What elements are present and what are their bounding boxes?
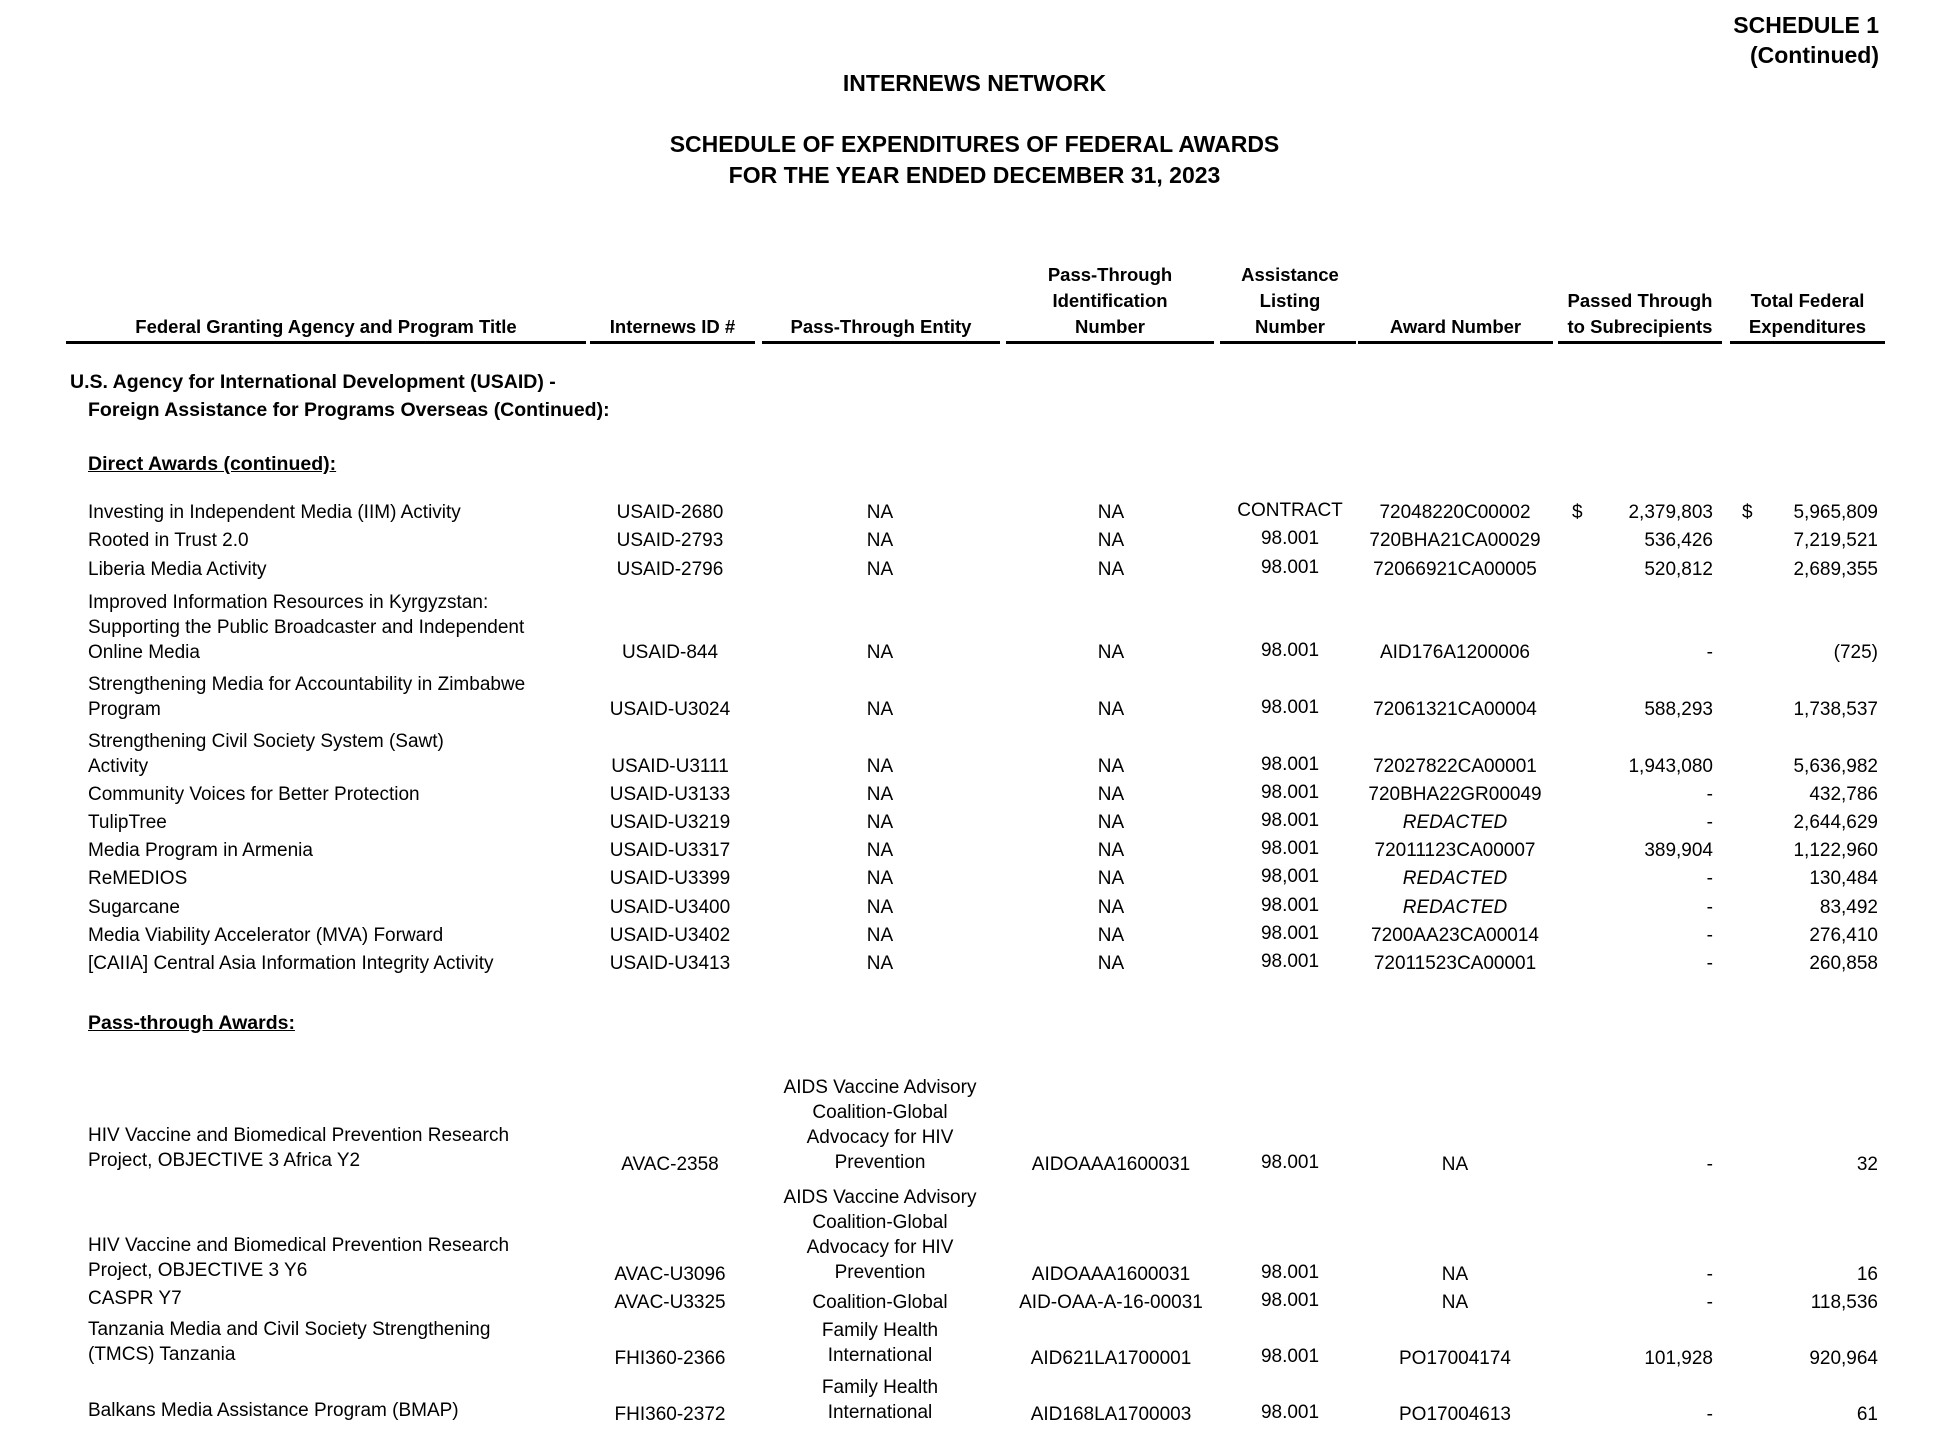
header-underline	[1358, 341, 1553, 344]
award-number: 720BHA21CA00029	[1369, 530, 1541, 551]
program-title: Rooted in Trust 2.0	[88, 530, 249, 551]
pass-through-entity: NA	[866, 559, 894, 580]
award-number: REDACTED	[1402, 868, 1508, 889]
internews-id: USAID-U3399	[609, 868, 731, 889]
award-number: 720BHA22GR00049	[1368, 784, 1542, 805]
program-title: (TMCS) Tanzania	[88, 1344, 236, 1365]
total-expenditures: 260,858	[1809, 953, 1878, 974]
assistance-listing-number: 98.001	[1260, 951, 1320, 972]
schedule-number: SCHEDULE 1	[1733, 12, 1879, 38]
assistance-listing-number: 98.001	[1260, 640, 1320, 661]
header-underline	[590, 341, 755, 344]
program-title: Supporting the Public Broadcaster and Independent	[88, 617, 525, 638]
program-title: Project, OBJECTIVE 3 Y6	[88, 1260, 308, 1281]
total-expenditures: (725)	[1833, 642, 1878, 663]
internews-id: USAID-U3402	[609, 925, 731, 946]
internews-id: USAID-844	[621, 642, 719, 663]
pass-through-entity: International	[827, 1402, 933, 1423]
total-expenditures: 2,644,629	[1793, 812, 1878, 833]
internews-id: USAID-U3413	[609, 953, 731, 974]
program-title: CASPR Y7	[88, 1288, 182, 1309]
total-expenditures: 920,964	[1809, 1348, 1878, 1369]
program-title: TulipTree	[88, 812, 167, 833]
pass-through-id: AID-OAA-A-16-00031	[1019, 1292, 1203, 1313]
assistance-listing-number: 98.001	[1260, 895, 1320, 916]
pass-through-entity: NA	[866, 784, 894, 805]
award-number: 72048220C00002	[1379, 502, 1531, 523]
program-title: Sugarcane	[88, 897, 180, 918]
program-title: Strengthening Civil Society System (Sawt)	[88, 731, 444, 752]
assistance-listing-number: 98.001	[1260, 838, 1320, 859]
pass-through-id: NA	[1097, 925, 1125, 946]
pass-through-entity: AIDS Vaccine Advisory	[783, 1187, 977, 1208]
header-program-title	[66, 262, 586, 340]
passed-through-amount: 389,904	[1644, 840, 1713, 861]
program-title: HIV Vaccine and Biomedical Prevention Research	[88, 1125, 510, 1146]
program-title: Community Voices for Better Protection	[88, 784, 420, 805]
award-number: PO17004613	[1399, 1404, 1511, 1425]
agency-heading-line2: Foreign Assistance for Programs Overseas (Continued):	[88, 399, 610, 421]
total-expenditures: 5,965,809	[1793, 502, 1878, 523]
assistance-listing-number: 98.001	[1260, 810, 1320, 831]
assistance-listing-number: 98.001	[1260, 782, 1320, 803]
award-number: NA	[1441, 1154, 1469, 1175]
assistance-listing-number: 98.001	[1260, 1346, 1320, 1367]
header-pass-through-id-line3: Number	[1075, 316, 1145, 337]
internews-id: USAID-2793	[616, 530, 724, 551]
pass-through-entity: Family Health	[821, 1320, 939, 1341]
passed-through-amount: 536,426	[1644, 530, 1713, 551]
passed-through-amount: -	[1706, 1404, 1713, 1425]
assistance-listing-number: 98.001	[1260, 1402, 1320, 1423]
assistance-listing-number: 98.001	[1260, 1290, 1320, 1311]
total-expenditures: 2,689,355	[1793, 559, 1878, 580]
header-underline	[1006, 341, 1214, 344]
header-underline	[762, 341, 1000, 344]
program-title: Project, OBJECTIVE 3 Africa Y2	[88, 1150, 361, 1171]
pass-through-id: NA	[1097, 953, 1125, 974]
award-number: 72027822CA00001	[1373, 756, 1537, 777]
total-expenditures: 61	[1856, 1404, 1878, 1425]
header-pass-through-id	[1006, 262, 1214, 340]
schedule-continued: (Continued)	[1749, 42, 1879, 68]
total-expenditures: 1,738,537	[1793, 699, 1878, 720]
internews-id: FHI360-2366	[614, 1348, 726, 1369]
agency-heading-line1: U.S. Agency for International Development (USAID) -	[70, 371, 556, 393]
internews-id: USAID-U3400	[609, 897, 731, 918]
passed-through-amount: -	[1706, 1292, 1713, 1313]
internews-id: USAID-U3219	[609, 812, 731, 833]
pass-through-entity: NA	[866, 642, 894, 663]
pass-through-id: NA	[1097, 559, 1125, 580]
header-internews-id	[590, 262, 755, 340]
pass-through-entity: Coalition-Global	[812, 1212, 948, 1233]
pass-through-entity: Prevention	[834, 1152, 926, 1173]
internews-id: USAID-2796	[616, 559, 724, 580]
pass-through-entity: Coalition-Global	[812, 1292, 948, 1313]
total-expenditures: 118,536	[1810, 1292, 1878, 1313]
assistance-listing-number: 98,001	[1260, 866, 1320, 887]
passed-through-amount: -	[1706, 1264, 1713, 1285]
award-number: NA	[1441, 1292, 1469, 1313]
pass-through-entity: NA	[866, 812, 894, 833]
internews-id: AVAC-U3325	[614, 1292, 726, 1313]
passed-through-amount: -	[1706, 897, 1713, 918]
pass-through-id: NA	[1097, 756, 1125, 777]
pass-through-awards-heading: Pass-through Awards:	[88, 1012, 295, 1034]
report-title-line2: FOR THE YEAR ENDED DECEMBER 31, 2023	[728, 162, 1221, 188]
assistance-listing-number: 98.001	[1260, 754, 1320, 775]
pass-through-entity: NA	[866, 868, 894, 889]
header-internews-id-text: Internews ID #	[609, 316, 736, 337]
internews-id: USAID-U3317	[609, 840, 731, 861]
internews-id: AVAC-2358	[621, 1154, 719, 1175]
assistance-listing-number: 98.001	[1260, 923, 1320, 944]
internews-id: FHI360-2372	[614, 1404, 726, 1425]
dollar-sign: $	[1742, 502, 1753, 523]
header-total-expenditures	[1730, 262, 1885, 340]
program-title: Strengthening Media for Accountability in Zimbabwe	[88, 674, 526, 695]
pass-through-entity: NA	[866, 756, 894, 777]
award-number: REDACTED	[1402, 812, 1508, 833]
header-pass-through-id-line1: Pass-Through	[1047, 264, 1173, 285]
pass-through-entity: Advocacy for HIV	[806, 1237, 954, 1258]
program-title: ReMEDIOS	[88, 868, 188, 889]
header-underline	[66, 341, 586, 344]
header-pass-through-id-line2: Identification	[1052, 290, 1168, 311]
pass-through-id: NA	[1097, 530, 1125, 551]
assistance-listing-number: 98.001	[1260, 697, 1320, 718]
header-assistance-listing-line2: Listing	[1259, 290, 1321, 311]
pass-through-entity: International	[827, 1345, 933, 1366]
total-expenditures: 7,219,521	[1793, 530, 1878, 551]
header-underline	[1220, 341, 1356, 344]
pass-through-entity: AIDS Vaccine Advisory	[783, 1077, 977, 1098]
pass-through-entity: NA	[866, 925, 894, 946]
award-number: 72061321CA00004	[1373, 699, 1537, 720]
header-program-title-text: Federal Granting Agency and Program Title	[135, 316, 517, 337]
pass-through-entity: NA	[866, 699, 894, 720]
header-total-expenditures-line2: Expenditures	[1748, 316, 1867, 337]
pass-through-id: NA	[1097, 699, 1125, 720]
header-assistance-listing-line3: Number	[1255, 316, 1325, 337]
pass-through-id: AID621LA1700001	[1030, 1348, 1192, 1369]
passed-through-amount: 101,928	[1644, 1348, 1713, 1369]
pass-through-id: NA	[1097, 868, 1125, 889]
pass-through-id: AIDOAAA1600031	[1031, 1264, 1191, 1285]
assistance-listing-number: CONTRACT	[1237, 500, 1343, 521]
header-award-number	[1358, 262, 1553, 340]
program-title: Media Viability Accelerator (MVA) Forward	[88, 925, 444, 946]
pass-through-entity: Prevention	[834, 1262, 926, 1283]
pass-through-id: AID168LA1700003	[1030, 1404, 1192, 1425]
program-title: Online Media	[88, 642, 200, 663]
org-name: INTERNEWS NETWORK	[842, 70, 1107, 96]
assistance-listing-number: 98.001	[1260, 557, 1320, 578]
pass-through-id: NA	[1097, 642, 1125, 663]
pass-through-id: NA	[1097, 784, 1125, 805]
pass-through-id: NA	[1097, 897, 1125, 918]
internews-id: USAID-2680	[616, 502, 724, 523]
award-number: 72011523CA00001	[1373, 953, 1537, 974]
total-expenditures: 16	[1856, 1264, 1878, 1285]
total-expenditures: 5,636,982	[1793, 756, 1878, 777]
report-title-line1: SCHEDULE OF EXPENDITURES OF FEDERAL AWARDS	[669, 131, 1280, 157]
passed-through-amount: -	[1706, 953, 1713, 974]
header-assistance-listing-line1: Assistance	[1241, 264, 1339, 285]
pass-through-entity: NA	[866, 953, 894, 974]
internews-id: USAID-U3111	[611, 756, 729, 777]
passed-through-amount: -	[1706, 925, 1713, 946]
passed-through-amount: -	[1706, 642, 1713, 663]
program-title: Improved Information Resources in Kyrgyzstan:	[88, 592, 489, 613]
award-number: AID176A1200006	[1379, 642, 1530, 663]
award-number: NA	[1441, 1264, 1469, 1285]
assistance-listing-number: 98.001	[1260, 1152, 1320, 1173]
pass-through-entity: NA	[866, 530, 894, 551]
passed-through-amount: 1,943,080	[1628, 756, 1713, 777]
program-title: Tanzania Media and Civil Society Strengthening	[88, 1319, 491, 1340]
program-title: Media Program in Armenia	[88, 840, 313, 861]
pass-through-entity: Coalition-Global	[812, 1102, 948, 1123]
award-number: 72066921CA00005	[1373, 559, 1537, 580]
program-title: Investing in Independent Media (IIM) Activity	[88, 502, 461, 523]
pass-through-entity: Family Health	[821, 1377, 939, 1398]
passed-through-amount: -	[1706, 784, 1713, 805]
header-passed-through-line2: to Subrecipients	[1567, 316, 1713, 337]
program-title: HIV Vaccine and Biomedical Prevention Research	[88, 1235, 510, 1256]
total-expenditures: 276,410	[1809, 925, 1878, 946]
pass-through-entity: NA	[866, 897, 894, 918]
header-underline	[1558, 341, 1722, 344]
internews-id: USAID-U3133	[609, 784, 731, 805]
pass-through-id: NA	[1097, 812, 1125, 833]
header-pass-through-entity-text: Pass-Through Entity	[790, 316, 972, 337]
header-underline	[1730, 341, 1885, 344]
header-award-number-text: Award Number	[1389, 316, 1522, 337]
header-passed-through-line1: Passed Through	[1567, 290, 1713, 311]
pass-through-entity: NA	[866, 840, 894, 861]
assistance-listing-number: 98.001	[1260, 1262, 1320, 1283]
pass-through-entity: Advocacy for HIV	[806, 1127, 954, 1148]
header-total-expenditures-line1: Total Federal	[1750, 290, 1865, 311]
total-expenditures: 32	[1856, 1154, 1878, 1175]
internews-id: AVAC-U3096	[614, 1264, 726, 1285]
total-expenditures: 1,122,960	[1793, 840, 1878, 861]
header-assistance-listing	[1220, 262, 1360, 340]
program-title: Balkans Media Assistance Program (BMAP)	[88, 1400, 459, 1421]
passed-through-amount: -	[1706, 868, 1713, 889]
internews-id: USAID-U3024	[609, 699, 731, 720]
total-expenditures: 432,786	[1809, 784, 1878, 805]
program-title: Program	[88, 699, 161, 720]
schedule-label	[1733, 10, 1879, 70]
passed-through-amount: 2,379,803	[1628, 502, 1713, 523]
direct-awards-heading: Direct Awards (continued):	[88, 453, 337, 475]
pass-through-id: NA	[1097, 502, 1125, 523]
total-expenditures: 130,484	[1809, 868, 1878, 889]
passed-through-amount: -	[1706, 1154, 1713, 1175]
award-number: 7200AA23CA00014	[1371, 925, 1539, 946]
pass-through-id: AIDOAAA1600031	[1031, 1154, 1191, 1175]
assistance-listing-number: 98.001	[1260, 528, 1320, 549]
passed-through-amount: 588,293	[1644, 699, 1713, 720]
passed-through-amount: -	[1706, 812, 1713, 833]
program-title: [CAIIA] Central Asia Information Integrity Activity	[88, 953, 494, 974]
program-title: Liberia Media Activity	[88, 559, 267, 580]
header-pass-through-entity	[762, 262, 1000, 340]
award-number: REDACTED	[1402, 897, 1508, 918]
pass-through-entity: NA	[866, 502, 894, 523]
passed-through-amount: 520,812	[1644, 559, 1713, 580]
dollar-sign: $	[1572, 502, 1583, 523]
award-number: PO17004174	[1399, 1348, 1511, 1369]
pass-through-id: NA	[1097, 840, 1125, 861]
header-passed-through	[1558, 262, 1722, 340]
award-number: 72011123CA00007	[1374, 840, 1536, 861]
total-expenditures: 83,492	[1819, 897, 1878, 918]
program-title: Activity	[88, 756, 149, 777]
